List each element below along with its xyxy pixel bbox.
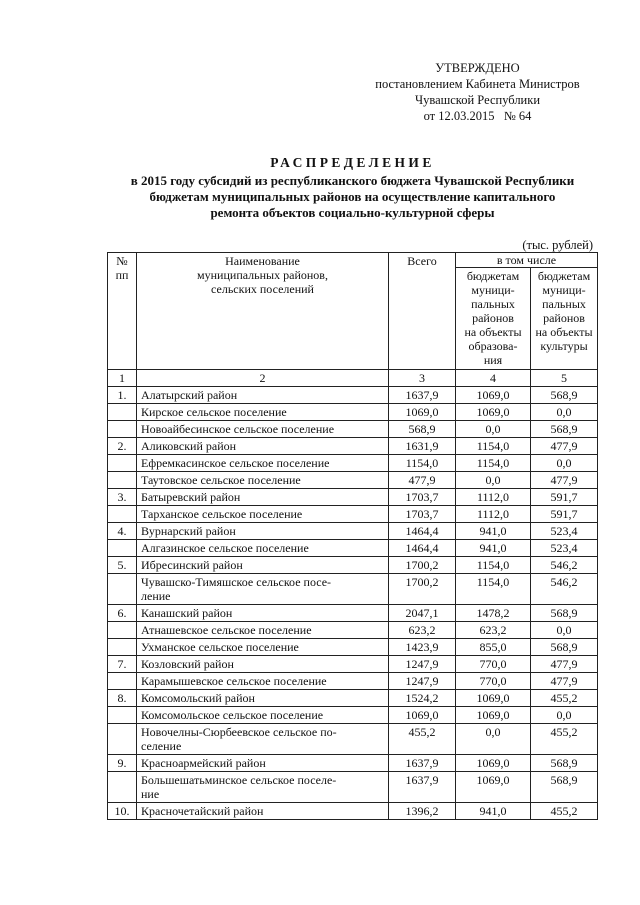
row-total-cell: 1247,9 [389, 656, 456, 673]
title-spaced: РАСПРЕДЕЛЕНИЕ [270, 155, 435, 170]
row-name-cell: Чувашско-Тимяшское сельское посе- ление [137, 574, 389, 605]
row-num-cell: 5. [108, 557, 137, 574]
row-culture-cell: 523,4 [531, 523, 598, 540]
table-row [108, 540, 598, 557]
row-total-cell: 623,2 [389, 622, 456, 639]
approval-line-date: от 12.03.2015 № 64 [423, 109, 532, 123]
index-cell: 2 [137, 370, 389, 387]
row-culture-cell: 0,0 [531, 404, 598, 421]
row-culture-cell: 568,9 [531, 755, 598, 772]
row-edu-cell: 1069,0 [456, 404, 531, 421]
index-cell: 1 [108, 370, 137, 387]
table-row [108, 639, 598, 656]
row-edu-cell: 0,0 [456, 421, 531, 438]
row-total-cell: 1700,2 [389, 574, 456, 605]
row-num-cell [108, 404, 137, 421]
row-num-cell [108, 506, 137, 523]
row-edu-cell: 1069,0 [456, 755, 531, 772]
row-total-cell: 1396,2 [389, 803, 456, 820]
row-total-cell: 1524,2 [389, 690, 456, 707]
row-name-cell: Комсомольское сельское поселение [137, 707, 389, 724]
subsidy-table [107, 252, 598, 820]
row-num-cell [108, 622, 137, 639]
index-cell: 3 [389, 370, 456, 387]
row-total-cell: 1464,4 [389, 540, 456, 557]
row-name-cell: Комсомольский район [137, 690, 389, 707]
row-total-cell: 1637,9 [389, 772, 456, 803]
row-name-cell: Тарханское сельское поселение [137, 506, 389, 523]
row-edu-cell: 855,0 [456, 639, 531, 656]
header-culture: бюджетам муници- пальных районов на объекты культуры [531, 268, 598, 370]
row-edu-cell: 1069,0 [456, 772, 531, 803]
row-total-cell: 568,9 [389, 421, 456, 438]
header-row [108, 253, 598, 268]
row-num-cell: 9. [108, 755, 137, 772]
header-edu: бюджетам муници- пальных районов на объекты образова- ния [456, 268, 531, 370]
table-row [108, 772, 598, 803]
row-edu-cell: 1154,0 [456, 557, 531, 574]
row-total-cell: 2047,1 [389, 605, 456, 622]
row-culture-cell: 455,2 [531, 724, 598, 755]
index-row [108, 370, 598, 387]
row-num-cell [108, 639, 137, 656]
document-title [90, 155, 615, 221]
row-edu-cell: 1112,0 [456, 506, 531, 523]
units-label: (тыс. рублей) [522, 238, 593, 252]
row-name-cell: Ухманское сельское поселение [137, 639, 389, 656]
row-total-cell: 455,2 [389, 724, 456, 755]
row-culture-cell: 546,2 [531, 557, 598, 574]
row-culture-cell: 0,0 [531, 707, 598, 724]
row-num-cell [108, 724, 137, 755]
table-row [108, 455, 598, 472]
row-total-cell: 1637,9 [389, 387, 456, 404]
row-total-cell: 1423,9 [389, 639, 456, 656]
row-culture-cell: 477,9 [531, 656, 598, 673]
table-row [108, 673, 598, 690]
row-num-cell [108, 472, 137, 489]
table-row [108, 707, 598, 724]
row-num-cell: 1. [108, 387, 137, 404]
row-edu-cell: 1154,0 [456, 455, 531, 472]
header-num: № пп [108, 253, 137, 370]
row-edu-cell: 770,0 [456, 656, 531, 673]
row-total-cell: 1464,4 [389, 523, 456, 540]
title-line-2: бюджетам муниципальных районов на осуществление капитального [149, 189, 556, 204]
table-row [108, 622, 598, 639]
row-name-cell: Козловский район [137, 656, 389, 673]
row-total-cell: 1700,2 [389, 557, 456, 574]
index-cell: 5 [531, 370, 598, 387]
row-name-cell: Алатырский район [137, 387, 389, 404]
row-num-cell [108, 772, 137, 803]
table-row [108, 755, 598, 772]
row-edu-cell: 0,0 [456, 472, 531, 489]
table-body [108, 253, 598, 820]
row-culture-cell: 477,9 [531, 472, 598, 489]
row-num-cell [108, 455, 137, 472]
row-culture-cell: 523,4 [531, 540, 598, 557]
row-culture-cell: 546,2 [531, 574, 598, 605]
table-row [108, 724, 598, 755]
row-edu-cell: 623,2 [456, 622, 531, 639]
row-edu-cell: 941,0 [456, 523, 531, 540]
row-name-cell: Карамышевское сельское поселение [137, 673, 389, 690]
table-row [108, 523, 598, 540]
row-name-cell: Атнашевское сельское поселение [137, 622, 389, 639]
approval-stamp [360, 60, 595, 124]
row-name-cell: Новоайбесинское сельское поселение [137, 421, 389, 438]
approval-line-approved: УТВЕРЖДЕНО [435, 61, 520, 75]
row-culture-cell: 568,9 [531, 421, 598, 438]
row-culture-cell: 0,0 [531, 455, 598, 472]
row-name-cell: Красночетайский район [137, 803, 389, 820]
row-total-cell: 1631,9 [389, 438, 456, 455]
row-edu-cell: 770,0 [456, 673, 531, 690]
row-num-cell [108, 707, 137, 724]
row-culture-cell: 455,2 [531, 690, 598, 707]
row-name-cell: Таутовское сельское поселение [137, 472, 389, 489]
table-row [108, 472, 598, 489]
row-edu-cell: 941,0 [456, 803, 531, 820]
row-name-cell: Канашский район [137, 605, 389, 622]
row-culture-cell: 477,9 [531, 673, 598, 690]
row-total-cell: 477,9 [389, 472, 456, 489]
row-total-cell: 1069,0 [389, 707, 456, 724]
index-cell: 4 [456, 370, 531, 387]
table-row [108, 489, 598, 506]
table-row [108, 421, 598, 438]
row-num-cell: 6. [108, 605, 137, 622]
row-name-cell: Новочелны-Сюрбеевское сельское по- селение [137, 724, 389, 755]
table-row [108, 387, 598, 404]
row-name-cell: Кирское сельское поселение [137, 404, 389, 421]
row-culture-cell: 568,9 [531, 639, 598, 656]
table-row [108, 690, 598, 707]
table-row [108, 605, 598, 622]
row-num-cell: 7. [108, 656, 137, 673]
title-line-3: ремонта объектов социально-культурной сферы [210, 205, 495, 220]
table-row [108, 574, 598, 605]
row-total-cell: 1703,7 [389, 489, 456, 506]
row-total-cell: 1069,0 [389, 404, 456, 421]
row-edu-cell: 0,0 [456, 724, 531, 755]
row-culture-cell: 568,9 [531, 605, 598, 622]
row-edu-cell: 1112,0 [456, 489, 531, 506]
row-edu-cell: 1154,0 [456, 438, 531, 455]
row-name-cell: Вурнарский район [137, 523, 389, 540]
header-name: Наименование муниципальных районов, сельских поселений [137, 253, 389, 370]
row-culture-cell: 0,0 [531, 622, 598, 639]
approval-line-authority: постановлением Кабинета Министров [375, 77, 580, 91]
row-name-cell: Алгазинское сельское поселение [137, 540, 389, 557]
table-row [108, 404, 598, 421]
row-total-cell: 1247,9 [389, 673, 456, 690]
row-culture-cell: 568,9 [531, 772, 598, 803]
row-edu-cell: 1069,0 [456, 387, 531, 404]
table-row [108, 557, 598, 574]
row-edu-cell: 1478,2 [456, 605, 531, 622]
row-edu-cell: 941,0 [456, 540, 531, 557]
table-row [108, 506, 598, 523]
header-including: в том числе [456, 253, 598, 268]
row-name-cell: Батыревский район [137, 489, 389, 506]
title-line-1: в 2015 году субсидий из республиканского бюджета Чувашской Республики [130, 173, 575, 188]
header-total: Всего [389, 253, 456, 370]
row-name-cell: Большешатьминское сельское поселе- ние [137, 772, 389, 803]
row-num-cell: 4. [108, 523, 137, 540]
row-edu-cell: 1069,0 [456, 690, 531, 707]
row-total-cell: 1637,9 [389, 755, 456, 772]
row-name-cell: Ефремкасинское сельское поселение [137, 455, 389, 472]
row-culture-cell: 591,7 [531, 489, 598, 506]
table-row [108, 438, 598, 455]
row-culture-cell: 477,9 [531, 438, 598, 455]
row-name-cell: Красноармейский район [137, 755, 389, 772]
row-edu-cell: 1069,0 [456, 707, 531, 724]
row-name-cell: Ибресинский район [137, 557, 389, 574]
table-row [108, 656, 598, 673]
row-culture-cell: 568,9 [531, 387, 598, 404]
row-culture-cell: 455,2 [531, 803, 598, 820]
approval-line-republic: Чувашской Республики [414, 93, 541, 107]
row-total-cell: 1154,0 [389, 455, 456, 472]
row-num-cell [108, 540, 137, 557]
row-name-cell: Аликовский район [137, 438, 389, 455]
row-num-cell [108, 574, 137, 605]
row-num-cell: 8. [108, 690, 137, 707]
row-num-cell [108, 673, 137, 690]
row-num-cell: 3. [108, 489, 137, 506]
row-total-cell: 1703,7 [389, 506, 456, 523]
row-edu-cell: 1154,0 [456, 574, 531, 605]
row-num-cell [108, 421, 137, 438]
row-num-cell: 10. [108, 803, 137, 820]
row-culture-cell: 591,7 [531, 506, 598, 523]
row-num-cell: 2. [108, 438, 137, 455]
table-row [108, 803, 598, 820]
